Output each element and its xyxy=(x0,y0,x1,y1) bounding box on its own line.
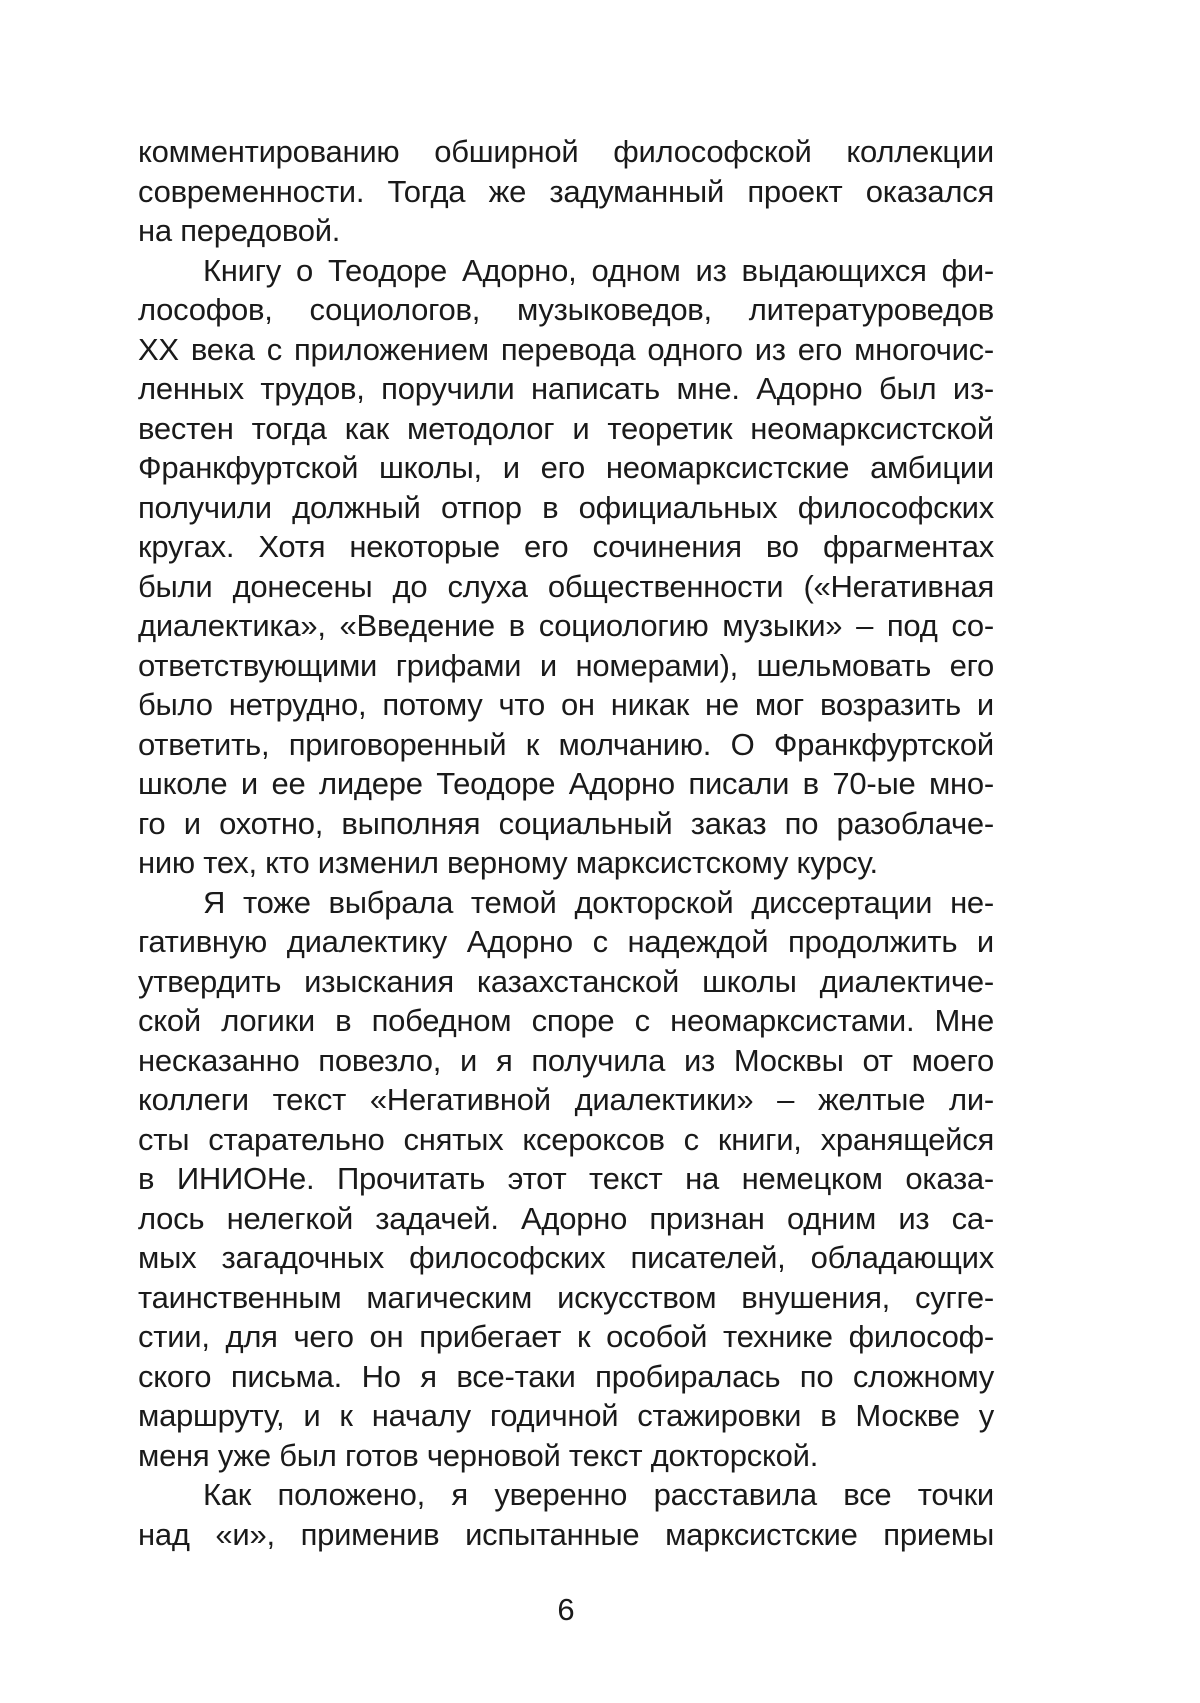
text-line: ответствующими грифами и номерами), шельмовать его xyxy=(138,647,994,683)
text-line: школе и ее лидере Теодоре Адорно писали в 70-ые мно- xyxy=(138,766,994,801)
page-number: 6 xyxy=(557,1592,575,1627)
text-line: несказанно повезло, и я получила из Москвы от моего xyxy=(138,1042,994,1078)
text-line: были донесены до слуха общественности («Негативная xyxy=(138,568,994,604)
text-line: над «и», применив испытанные марксистские приемы xyxy=(138,1516,994,1552)
text-line: лось нелегкой задачей. Адорно признан одним из са- xyxy=(138,1200,994,1236)
text-line: на передовой. xyxy=(138,213,341,248)
text-line: Как положено, я уверенно расставила все точки xyxy=(203,1477,994,1512)
text-line: Франкфуртской школы, и его неомарксистские амбиции xyxy=(138,450,994,485)
text-line: меня уже был готов черновой текст докторской. xyxy=(138,1437,819,1473)
text-line: го и охотно, выполняя социальный заказ по разоблаче- xyxy=(138,805,994,841)
text-line: в ИНИОНе. Прочитать этот текст на немецком оказа- xyxy=(138,1161,994,1196)
text-line: гативную диалектику Адорно с надеждой продолжить и xyxy=(138,924,994,959)
text-line: Книгу о Теодоре Адорно, одном из выдающихся фи- xyxy=(203,252,994,288)
text-line: маршруту, и к началу годичной стажировки в Москве у xyxy=(138,1398,994,1433)
text-line: получили должный отпор в официальных философских xyxy=(138,489,994,525)
text-line: вестен тогда как методолог и теоретик неомарксистской xyxy=(138,410,994,446)
text-line: сты старательно снятых ксероксов с книги, хранящейся xyxy=(138,1121,994,1157)
text-line: стии, для чего он прибегает к особой технике философ- xyxy=(138,1319,994,1354)
text-line: ответить, приговоренный к молчанию. О Франкфуртской xyxy=(138,726,994,762)
text-line: мых загадочных философских писателей, обладающих xyxy=(138,1240,994,1275)
text-line: кругах. Хотя некоторые его сочинения во фрагментах xyxy=(138,529,994,564)
text-line: утвердить изыскания казахстанской школы диалектиче- xyxy=(138,963,994,999)
text-line: Я тоже выбрала темой докторской диссертации не- xyxy=(203,884,994,920)
body-text xyxy=(138,132,994,1554)
paragraph xyxy=(138,251,994,883)
text-line: XX века с приложением перевода одного из его многочис- xyxy=(138,331,994,367)
paragraph xyxy=(138,1475,994,1554)
text-line: лософов, социологов, музыковедов, литературоведов xyxy=(138,292,994,327)
paragraph xyxy=(138,883,994,1476)
text-line: ленных трудов, поручили написать мне. Адорно был из- xyxy=(138,371,994,406)
text-line: таинственным магическим искусством внушения, сугге- xyxy=(138,1279,994,1315)
text-line: коллеги текст «Негативной диалектики» – желтые ли- xyxy=(138,1082,994,1117)
text-line: диалектика», «Введение в социологию музыки» – под со- xyxy=(138,608,994,643)
text-line: ского письма. Но я все-таки пробиралась по сложному xyxy=(138,1358,994,1394)
text-line: комментированию обширной философской коллекции xyxy=(138,134,994,169)
text-line: ской логики в победном споре с неомарксистами. Мне xyxy=(138,1003,994,1038)
text-line: современности. Тогда же задуманный проект оказался xyxy=(138,173,994,209)
paragraph xyxy=(138,132,994,251)
text-line: было нетрудно, потому что он никак не мог возразить и xyxy=(138,687,994,722)
text-line: нию тех, кто изменил верному марксистскому курсу. xyxy=(138,845,878,880)
